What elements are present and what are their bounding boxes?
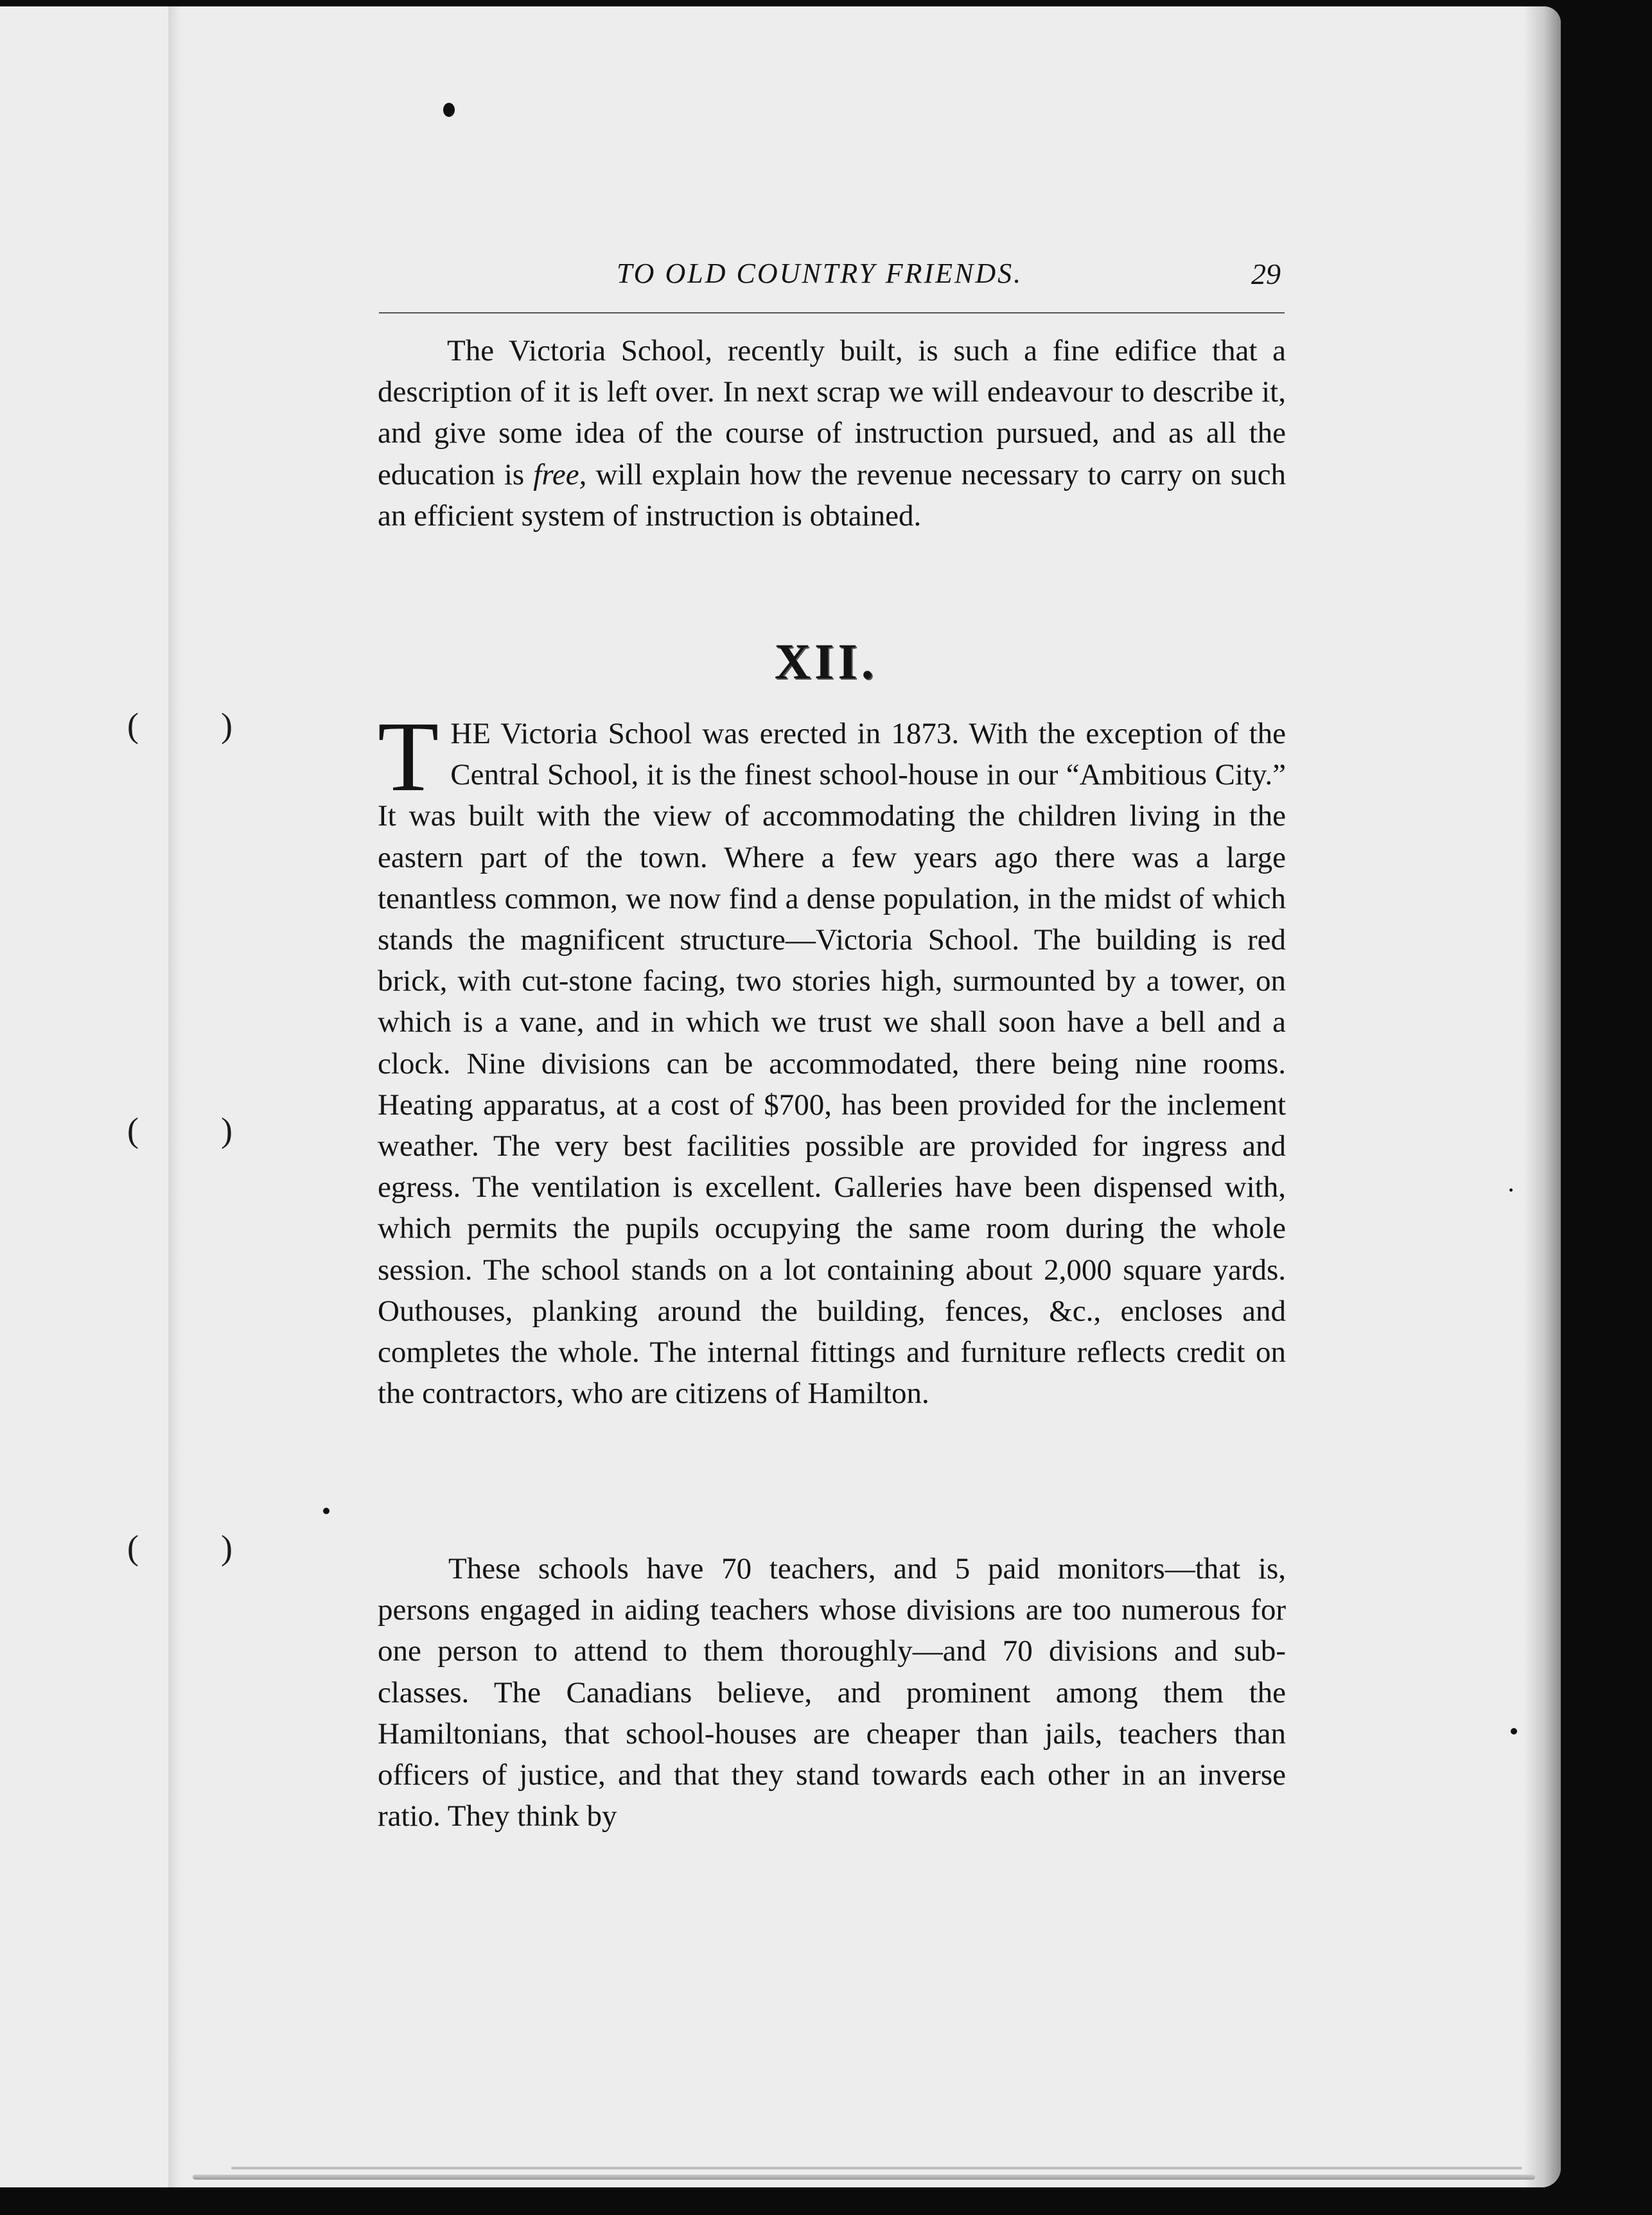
page-header (379, 252, 1285, 297)
ink-spot (1511, 1728, 1517, 1734)
binding-hole-mark: ( (127, 706, 139, 745)
paragraph-3 (378, 1548, 1286, 1837)
binding-hole-mark: ) (221, 706, 233, 745)
binding-hole-mark: ) (221, 1111, 233, 1149)
running-title: TO OLD COUNTRY FRIENDS. (617, 258, 1023, 289)
paragraph-1-text-a: The Victoria School, recently built, is such a fine edifice that a description of it is left over. In next scrap we will endeavour to describe it, and give some idea of the course of instruction pursued, and as all the education is (378, 334, 1286, 491)
paragraph-1-text-b: will explain how the revenue necessary to carry on such an efficient system of instruction is obtained. (378, 457, 1286, 533)
ink-spot (323, 1508, 330, 1514)
header-rule (379, 312, 1285, 313)
ink-spot (443, 103, 455, 117)
paragraph-1-italic: free, (533, 457, 587, 491)
binding-hole-mark: ( (127, 1528, 139, 1567)
page-edge-shadow (1524, 6, 1561, 2187)
binding-hole-mark: ( (127, 1111, 139, 1149)
page-number: 29 (1251, 258, 1281, 290)
section-heading: XII. (774, 633, 878, 689)
ink-spot (1509, 1188, 1513, 1192)
paragraph-3-text: These schools have 70 teachers, and 5 paid monitors—that is, persons engaged in aiding teachers whose divisions are too numerous for one person to attend to them thoroughly—and 70 divisions and sub-classes. The Canadians believe, and prominent among them the Hamiltonians, that school-houses are cheaper than jails, teachers than officers of justice, and that they stand towards each other in an inverse ratio. They think by (378, 1552, 1286, 1833)
binding-gutter (168, 6, 185, 2187)
paragraph-2 (378, 701, 1286, 1414)
paragraph-2-text: HE Victoria School was erected in 1873. With the exception of the Central School, it is the finest school-house in our “Ambitious City.” It was built with the view of accommodating the children living in the eastern part of the town. Where a few years ago there was a large tenantless common, we now find a dense population, in the midst of which stands the magnificent structure—Victoria School. The building is red brick, with cut-stone facing, two stories high, surmounted by a tower, on which is a vane, and in which we trust we shall soon have a bell and a clock. Nine divisions can be accommodated, there being nine rooms. Heating apparatus, at a cost of $700, has been provided for the inclement weather. The very best facilities possible are provided for ingress and egress. The ventilation is excellent. Galleries have been dispensed with, which permits the pupils occupying the same room during the whole session. The school stands on a lot containing about 2,000 square yards. Outhouses, planking around the building, fences, &c., encloses and completes the whole. The internal fittings and furniture reflects credit on the contractors, who are citizens of Hamilton. (378, 717, 1286, 1411)
page-bottom-edge-inner (231, 2167, 1522, 2169)
binding-hole-mark: ) (221, 1528, 233, 1567)
page-bottom-edge (193, 2175, 1535, 2180)
drop-cap: T (378, 701, 439, 812)
paragraph-1 (378, 330, 1286, 536)
